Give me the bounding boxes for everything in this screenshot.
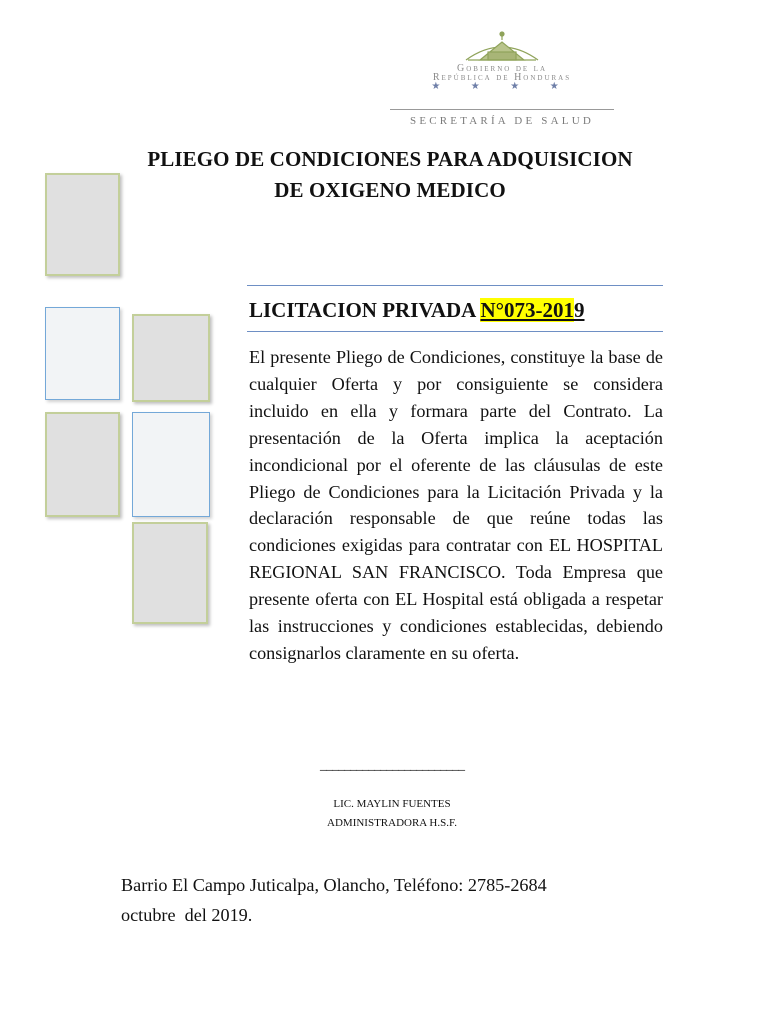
- heading-number-highlighted: N°073-201: [480, 298, 574, 322]
- document-title: [90, 144, 690, 206]
- signatory-name: LIC. MAYLIN FUENTES: [333, 798, 451, 810]
- footer: [121, 870, 681, 930]
- letterhead: [384, 30, 620, 127]
- footer-address: Barrio El Campo Juticalpa, Olancho, Teléfono: 2785-2684: [121, 875, 547, 895]
- title-line-2: DE OXIGENO MEDICO: [274, 178, 506, 202]
- decorative-tile: [132, 314, 210, 402]
- heading-prefix: LICITACION PRIVADA: [249, 298, 481, 322]
- signatory-role: ADMINISTRADORA H.S.F.: [327, 817, 457, 829]
- letterhead-line-ministry: SECRETARÍA DE SALUD: [410, 115, 594, 127]
- section-top-rule: [247, 285, 663, 286]
- honduras-seal-icon: [384, 30, 620, 64]
- footer-date: octubre del 2019.: [121, 905, 253, 925]
- decorative-tile: [132, 522, 208, 624]
- conditions-paragraph: El presente Pliego de Condiciones, constituye la base de cualquier Oferta y por consiguiente se considera incluido en ella y formara parte del Contrato. La presentación de la Oferta implica la aceptación incondicional por el oferente de las cláusulas de este Pliego de Condiciones para la Licitación Privada y la declaración responsable de que reúne todas las condiciones exigidas para contratar con EL HOSPITAL REGIONAL SAN FRANCISCO. Toda Empresa que presente oferta con EL Hospital está obligada a respetar las instrucciones y condiciones establecidas, debiendo consignarlos claramente en su oferta.: [249, 347, 663, 663]
- signature-block: [250, 795, 534, 833]
- letterhead-line-republic: República de Honduras: [432, 72, 572, 83]
- section-heading: [249, 298, 585, 323]
- heading-number-tail: 9: [574, 298, 585, 322]
- title-line-1: PLIEGO DE CONDICIONES PARA ADQUISICION: [147, 147, 633, 171]
- letterhead-line-government: Gobierno de la: [457, 63, 547, 74]
- section-heading-rule: [247, 331, 663, 332]
- decorative-tile: [45, 412, 120, 517]
- decorative-tile: [45, 173, 120, 276]
- decorative-tile: [132, 412, 210, 517]
- letterhead-divider: [390, 109, 614, 110]
- signature-line: ________________________: [320, 758, 464, 773]
- decorative-tile: [45, 307, 120, 400]
- letterhead-stars: ★ ★ ★ ★: [431, 81, 573, 92]
